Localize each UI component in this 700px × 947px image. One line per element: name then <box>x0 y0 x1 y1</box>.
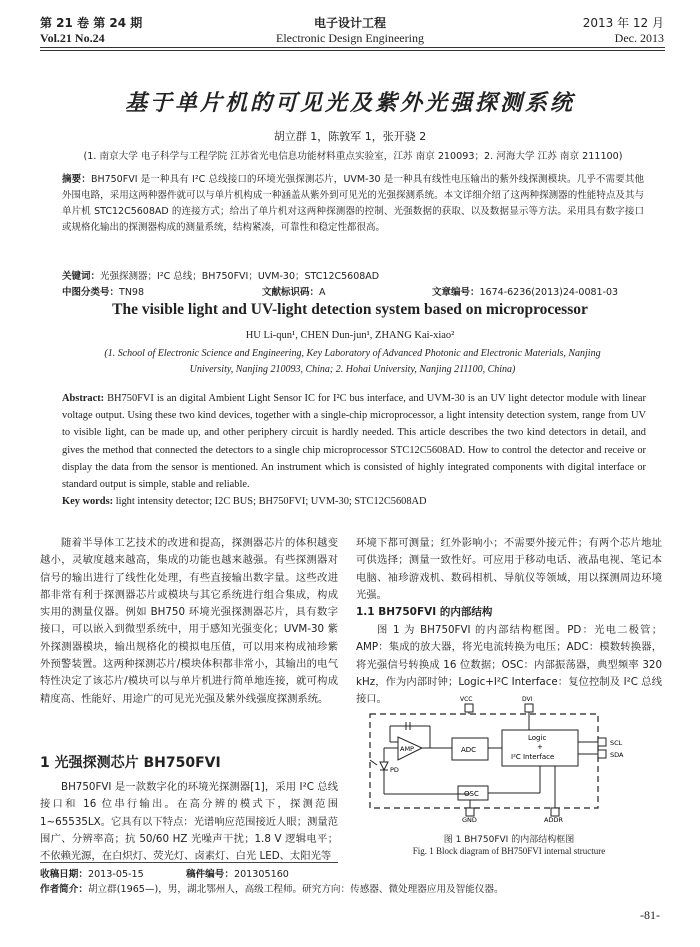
abstract-zh-text: BH750FVI 是一种具有 I²C 总线接口的环境光强探测芯片，UVM-30 是一种具有线性电压输出的紫外线探测模块。几乎不需要其他外围电路，采用这两种器件就可以与单片机构成一种涵盖从紫外到可见光的光强探测系统。本文详细介绍了这两种探测器的性能特点及其与单片机 STC12C5608AD 的连接方式；给出了单片机对这两种探测器的控制、光强数据的获取、以及数据显示等方法。采用具有数字接口或规格化输出的探测器构成的测量系统，结构紧凑，可靠性和稳定性都很高。 <box>62 174 644 233</box>
journal-title-zh: 电子设计工程 <box>313 16 386 30</box>
abstract-en-label: Abstract: <box>62 393 105 404</box>
abstract-zh <box>62 172 644 236</box>
author-bio <box>40 881 504 895</box>
bio-label: 作者简介： <box>40 884 88 895</box>
dvi-label: DVI <box>522 696 533 703</box>
manuscript-label: 稿件编号： <box>186 869 234 880</box>
vcc-pin <box>465 704 473 712</box>
page-number: -81- <box>640 908 660 922</box>
keywords-zh-label: 关键词： <box>62 271 101 282</box>
keywords-en-label: Key words: <box>62 496 114 507</box>
logic-label: Logic <box>528 734 547 742</box>
journal-title-en: Electronic Design Engineering <box>276 31 424 45</box>
article-no-label: 文章编号： <box>432 287 480 298</box>
keywords-en-text: light intensity detector; I2C BUS; BH750FVI; UVM-30; STC12C5608AD <box>115 496 427 507</box>
authors-en: HU Li-qun¹, CHEN Dun-jun¹, ZHANG Kai-xiao² <box>245 330 455 341</box>
bio-text: 胡立群(1965—)，男，湖北鄂州人，高级工程师。研究方向：传感器、微处理器应用及智能仪器。 <box>87 884 504 895</box>
volume-en: Vol.21 No.24 <box>40 31 105 45</box>
title-zh: 基于单片机的可见光及紫外光强探测系统 <box>124 91 575 116</box>
figure-1 <box>360 696 650 824</box>
gnd-label: GND <box>462 816 477 824</box>
i2c-label: I²C Interface <box>511 753 555 761</box>
adc-label: ADC <box>461 746 477 754</box>
figure-caption-zh: 图 1 BH750FVI 的内部结构框图 <box>443 835 575 845</box>
pd-label: PD <box>390 766 399 774</box>
dvi-pin <box>525 704 533 712</box>
vcc-label: VCC <box>460 696 473 703</box>
title-en: The visible light and UV-light detection system based on microprocessor <box>112 301 588 318</box>
header-rule <box>40 47 665 48</box>
manuscript-value: 201305160 <box>233 869 289 880</box>
figure-caption-en: Fig. 1 Block diagram of BH750FVI internal structure <box>412 846 606 856</box>
manuscript-no <box>186 866 289 880</box>
doc-code-value: A <box>319 287 326 298</box>
authors-zh: 胡立群 1，陈敦军 1，张开骁 2 <box>273 130 427 143</box>
clc <box>62 284 144 298</box>
affiliation-zh: (1. 南京大学 电子科学与工程学院 江苏省光电信息功能材料重点实验室，江苏 南京 210093；2. 河海大学 江苏 南京 211100) <box>83 151 623 162</box>
received-label: 收稿日期： <box>40 869 88 880</box>
scl-pin <box>598 738 606 746</box>
volume-zh: 第 21 卷 第 24 期 <box>40 16 143 30</box>
received-value: 2013-05-15 <box>87 869 144 880</box>
amp-label: AMP <box>400 745 414 753</box>
sda-pin <box>598 750 606 758</box>
header-rule-2 <box>40 50 665 51</box>
sda-label: SDA <box>610 751 624 759</box>
article-no-value: 1674-6236(2013)24-0081-03 <box>479 287 619 298</box>
article-no <box>432 284 618 298</box>
issue-date-zh: 2013 年 12 月 <box>582 16 664 30</box>
affiliation-en-2: University, Nanjing 210093, China; 2. Hohai University, Nanjing 211100, China) <box>189 364 516 375</box>
affiliation-en-1: (1. School of Electronic Science and Engineering, Key Laboratory of Advanced Photonic and Electronic Materials, Nanjing <box>104 348 601 359</box>
right-paragraph-2: 图 1 为 BH750FVI 的内部结构框图。PD：光电二极管；AMP：集成的放大器，将光电流转换为电压；ADC：模数转换器，将光强信号转换成 16 位数据；OSC：内部振荡器，典型频率 320 kHz，作为内部时钟；Logic+I²C Interface：复位控制及 I²C 总线接口。 <box>356 624 662 706</box>
section-1-heading: 1 光强探测芯片 BH750FVI <box>40 755 221 771</box>
logic-plus-label: + <box>537 743 543 751</box>
right-paragraph-1: 环境下都可测量；红外影响小；不需要外接元件；有两个芯片地址可供选择；测量一致性好。可应用于移动电话、液晶电视、笔记本电脑、袖珍游戏机、数码相机、导航仪等领域，用以探测周边环境光强。 <box>356 537 662 601</box>
clc-label: 中图分类号： <box>62 287 120 298</box>
addr-label: ADDR <box>544 816 563 824</box>
block-diagram <box>360 696 650 824</box>
received-date <box>40 866 144 880</box>
subsection-1-1: 1.1 BH750FVI 的内部结构 <box>356 606 493 618</box>
footnote-rule <box>40 862 338 863</box>
keywords-zh-text: 光强探测器；I²C 总线；BH750FVI；UVM-30；STC12C5608AD <box>100 271 380 282</box>
keywords-en <box>62 496 427 507</box>
light-arrow-icon <box>370 760 377 765</box>
abstract-en <box>62 390 646 493</box>
intro-paragraph: 随着半导体工艺技术的改进和提高，探测器芯片的体积越变越小，灵敏度越来越高，集成的功能也越来越强。有些探测器对信号的输出进行了线性化处理，有些直接输出数字量。这些改进都非常有利于探测器芯片或模块与其它系统进行组合集成，构成实用的测量仪器。例如 BH750 环境光强探测器芯片，具有数字接口，可以嵌入到微型系统中，用于感知光强变化；UVM-30 紫外探测器模块，输出规格化的模拟电压值，可以用来构成袖珍紫外预警装置。这两种探测芯片/模块体积都非常小，其输出的电气特性决定了该芯片/模块可以与单片机进行简单地连接，就可构成精度高、性能好、用途广的可见光光强及紫外线强度探测系统。 <box>40 537 338 705</box>
gnd-pin <box>466 808 474 816</box>
abstract-en-text: BH750FVI is an digital Ambient Light Sensor IC for I²C bus interface, and UVM-30 is an UV light detector module with linear voltage output. Using these two kind devices, together with a single-chip microprocessor, a light intensity detection system, range from UV to visible light, can be made up, and other periphery circuit is hardly needed. This article describes the two kind detectors in detail, and gives the method that connected the detectors to a single chip microprocessor STC12C5608AD. How to control the detector and receive or display the data from the sensor is mentioned. An instrument which is consisted of highly integrated components with digital interface or standard output is simple, stable and reliable. <box>62 393 646 491</box>
photodiode-icon <box>380 762 388 770</box>
abstract-zh-label: 摘要： <box>62 174 91 185</box>
doc-code <box>262 284 326 298</box>
addr-pin <box>551 808 559 816</box>
scl-label: SCL <box>610 739 623 747</box>
osc-label: OSC <box>464 790 479 798</box>
keywords-zh <box>62 268 644 282</box>
issue-date-en: Dec. 2013 <box>614 31 664 45</box>
section-1-text: BH750FVI 是一款数字化的环境光探测器[1]，采用 I²C 总线接口和 16 位串行输出。在高分辨的模式下，探测范围 1~65535LX。它具有以下特点：光谱响应范围接近人眼；测量范围广、分辨率高；抗 50/60 HZ 光噪声干扰；1.8 V 逻辑电平；不依赖光源，在白炽灯、荧光灯、卤素灯、白光 LED、太阳光等 <box>40 781 338 863</box>
doc-code-label: 文献标识码： <box>262 287 320 298</box>
clc-value: TN98 <box>119 287 145 298</box>
